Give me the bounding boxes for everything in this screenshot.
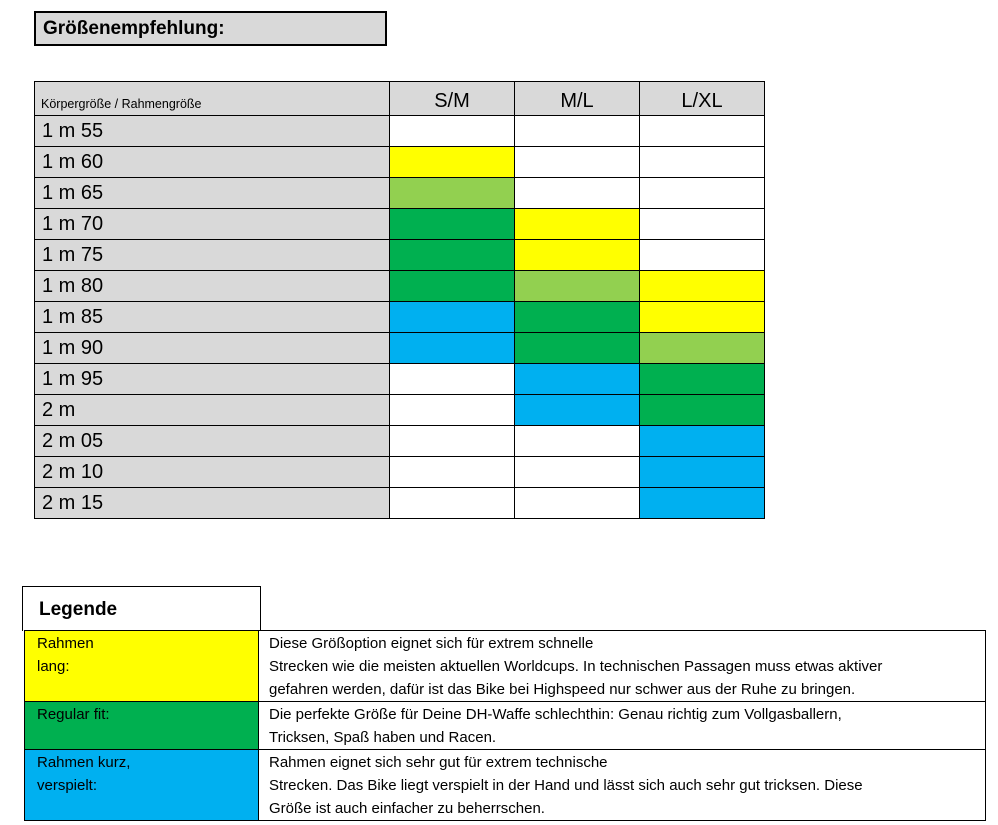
legend-description-line: Rahmen eignet sich sehr gut für extrem technische	[269, 754, 608, 771]
size-cell-white	[640, 240, 765, 271]
size-cell-blue	[390, 302, 515, 333]
legend-body	[25, 631, 986, 821]
legend-description-line: Die perfekte Größe für Deine DH-Waffe schlechthin: Genau richtig zum Vollgasballern,	[269, 706, 842, 723]
column-header-s-m: S/M	[390, 82, 515, 116]
legend-row	[25, 750, 986, 821]
size-cell-yellow	[515, 240, 640, 271]
table-row	[35, 178, 765, 209]
size-cell-yellow	[640, 302, 765, 333]
size-cell-blue	[515, 395, 640, 426]
legend-description-line: gefahren werden, dafür ist das Bike bei Highspeed nur schwer aus der Ruhe zu bringen.	[269, 681, 856, 698]
size-cell-white	[390, 457, 515, 488]
size-cell-lightgreen	[515, 271, 640, 302]
size-cell-lightgreen	[640, 333, 765, 364]
size-cell-white	[515, 116, 640, 147]
size-cell-white	[390, 364, 515, 395]
size-cell-white	[640, 178, 765, 209]
table-row	[35, 364, 765, 395]
row-label-height: 1 m 65	[35, 178, 390, 209]
row-label-height: 2 m 10	[35, 457, 390, 488]
size-cell-white	[390, 395, 515, 426]
table-row	[35, 426, 765, 457]
size-cell-blue	[515, 364, 640, 395]
table-row	[35, 457, 765, 488]
size-table-body	[35, 116, 765, 519]
legend-label-line: Rahmen	[37, 635, 94, 652]
size-cell-blue	[640, 457, 765, 488]
size-cell-white	[515, 426, 640, 457]
size-cell-white	[390, 488, 515, 519]
legend-description-line: Strecken wie die meisten aktuellen Worldcups. In technischen Passagen muss etwas aktiver	[269, 658, 883, 675]
legend-description	[259, 631, 986, 702]
legend-description	[259, 750, 986, 821]
row-label-height: 1 m 90	[35, 333, 390, 364]
table-row	[35, 116, 765, 147]
legend-description	[259, 702, 986, 750]
legend-swatch-blue	[25, 750, 259, 821]
table-row	[35, 271, 765, 302]
table-row	[35, 147, 765, 178]
row-label-height: 2 m	[35, 395, 390, 426]
legend-label-line: lang:	[37, 658, 70, 675]
size-cell-white	[390, 426, 515, 457]
row-label-height: 2 m 05	[35, 426, 390, 457]
legend-row	[25, 702, 986, 750]
legend-title: Legende	[22, 586, 261, 631]
size-cell-green	[390, 271, 515, 302]
table-row	[35, 333, 765, 364]
size-cell-white	[515, 147, 640, 178]
size-cell-white	[515, 488, 640, 519]
size-cell-blue	[640, 488, 765, 519]
size-cell-white	[390, 116, 515, 147]
size-cell-white	[515, 457, 640, 488]
row-label-height: 1 m 85	[35, 302, 390, 333]
size-cell-green	[515, 302, 640, 333]
size-cell-white	[515, 178, 640, 209]
table-row	[35, 488, 765, 519]
legend-label-line: verspielt:	[37, 777, 98, 794]
corner-label: Körpergröße / Rahmengröße	[35, 82, 390, 116]
table-row	[35, 240, 765, 271]
size-cell-green	[390, 209, 515, 240]
column-header-l-xl: L/XL	[640, 82, 765, 116]
size-cell-blue	[390, 333, 515, 364]
size-cell-yellow	[515, 209, 640, 240]
legend-table	[24, 630, 986, 821]
table-row	[35, 209, 765, 240]
row-label-height: 1 m 95	[35, 364, 390, 395]
size-cell-green	[640, 364, 765, 395]
table-header-row	[35, 82, 765, 116]
row-label-height: 1 m 55	[35, 116, 390, 147]
row-label-height: 2 m 15	[35, 488, 390, 519]
legend-description-line: Strecken. Das Bike liegt verspielt in der Hand und lässt sich auch sehr gut tricksen. Diese	[269, 777, 863, 794]
table-row	[35, 302, 765, 333]
row-label-height: 1 m 60	[35, 147, 390, 178]
legend-row	[25, 631, 986, 702]
size-cell-white	[640, 147, 765, 178]
row-label-height: 1 m 75	[35, 240, 390, 271]
column-header-m-l: M/L	[515, 82, 640, 116]
size-cell-yellow	[640, 271, 765, 302]
size-cell-green	[640, 395, 765, 426]
size-cell-yellow	[390, 147, 515, 178]
legend-swatch-yellow	[25, 631, 259, 702]
table-row	[35, 395, 765, 426]
row-label-height: 1 m 70	[35, 209, 390, 240]
legend-label-line: Rahmen kurz,	[37, 754, 131, 771]
page-title: Größenempfehlung:	[34, 11, 387, 46]
size-recommendation-table	[34, 81, 765, 519]
legend-description-line: Größe ist auch einfacher zu beherrschen.	[269, 800, 545, 817]
size-cell-white	[640, 209, 765, 240]
size-cell-blue	[640, 426, 765, 457]
legend-swatch-green	[25, 702, 259, 750]
size-cell-white	[640, 116, 765, 147]
legend-description-line: Diese Größoption eignet sich für extrem schnelle	[269, 635, 594, 652]
legend-description-line: Tricksen, Spaß haben und Racen.	[269, 729, 497, 746]
row-label-height: 1 m 80	[35, 271, 390, 302]
legend-label-line: Regular fit:	[37, 706, 110, 723]
size-cell-lightgreen	[390, 178, 515, 209]
size-cell-green	[515, 333, 640, 364]
size-cell-green	[390, 240, 515, 271]
